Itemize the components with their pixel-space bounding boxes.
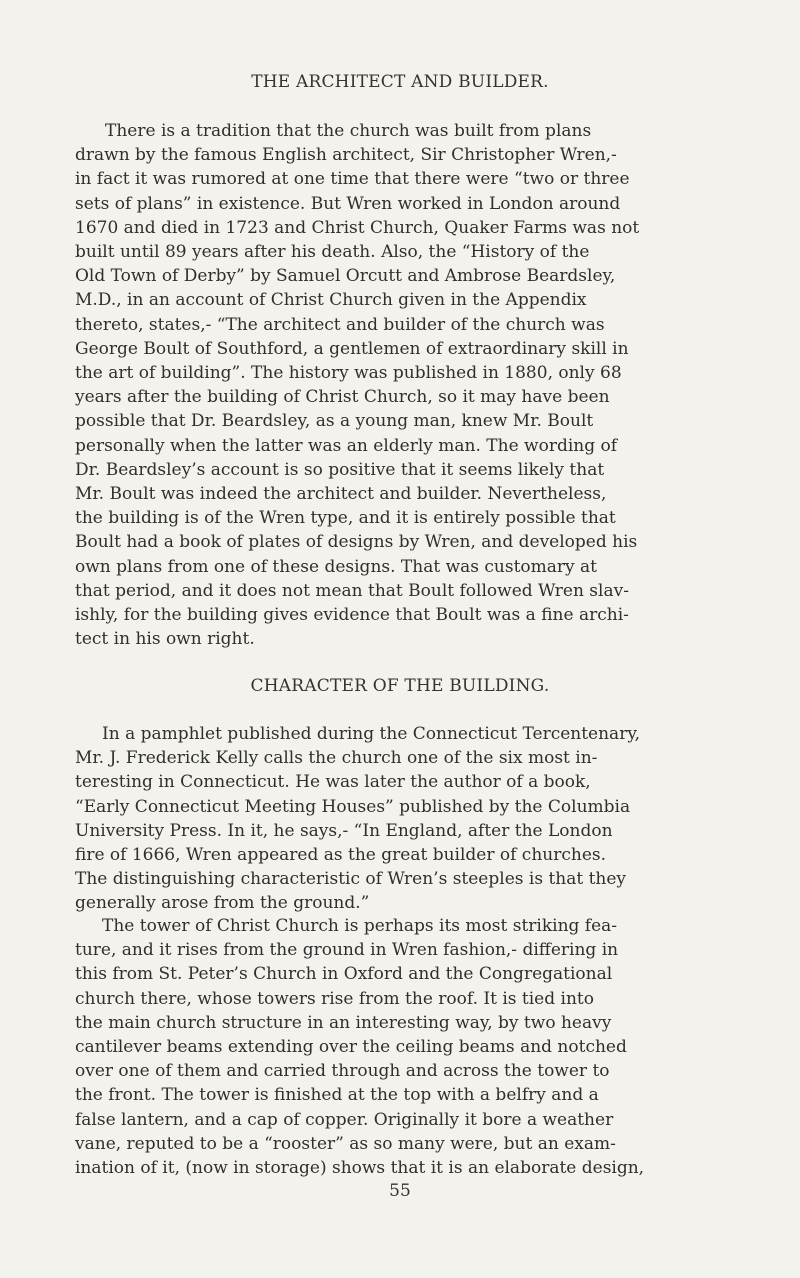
text-line: built until 89 years after his death. Also, the “History of the: [75, 242, 590, 263]
text-line: this from St. Peter’s Church in Oxford and the Congregational: [75, 964, 613, 985]
paragraph-architect-and-builder: [75, 119, 725, 651]
text-line: false lantern, and a cap of copper. Originally it bore a weather: [75, 1109, 614, 1130]
text-line: church there, whose towers rise from the roof. It is tied into: [75, 988, 594, 1009]
text-line: fire of 1666, Wren appeared as the great builder of churches.: [75, 845, 607, 866]
section-heading-character-of-the-building: CHARACTER OF THE BUILDING.: [250, 676, 550, 696]
text-line: M.D., in an account of Christ Church given in the Appendix: [75, 290, 587, 311]
text-line: George Boult of Southford, a gentlemen of extraordinary skill in: [75, 338, 629, 359]
text-line: There is a tradition that the church was built from plans: [105, 121, 592, 141]
text-line: Old Town of Derby” by Samuel Orcutt and Ambrose Beardsley,: [75, 266, 616, 287]
text-line: personally when the latter was an elderly man. The wording of: [75, 435, 618, 456]
text-line: years after the building of Christ Church, so it may have been: [75, 387, 610, 408]
text-line: drawn by the famous English architect, Sir Christopher Wren,-: [75, 145, 617, 166]
text-line: generally arose from the ground.”: [75, 893, 370, 914]
text-line: the building is of the Wren type, and it is entirely possible that: [75, 508, 616, 529]
text-line: the front. The tower is finished at the top with a belfry and a: [75, 1085, 599, 1106]
text-line: The tower of Christ Church is perhaps its most striking fea-: [102, 916, 618, 936]
text-line: over one of them and carried through and across the tower to: [75, 1061, 610, 1082]
paragraph-kelly-pamphlet: [75, 722, 725, 916]
text-line: vane, reputed to be a “rooster” as so many were, but an exam-: [75, 1133, 616, 1154]
text-line: ination of it, (now in storage) shows that it is an elaborate design,: [75, 1158, 645, 1179]
text-line: tect in his own right.: [75, 629, 255, 650]
text-line: Mr. J. Frederick Kelly calls the church one of the six most in-: [75, 748, 598, 769]
text-line: thereto, states,- “The architect and builder of the church was: [75, 314, 605, 335]
text-line: the art of building”. The history was published in 1880, only 68: [75, 363, 622, 384]
text-line: teresting in Connecticut. He was later the author of a book,: [75, 772, 591, 793]
text-line: the main church structure in an interesting way, by two heavy: [75, 1012, 612, 1033]
text-line: ishly, for the building gives evidence that Boult was a fine archi-: [75, 605, 629, 626]
text-line: in fact it was rumored at one time that there were “two or three: [75, 169, 630, 190]
text-line: University Press. In it, he says,- “In England, after the London: [75, 820, 613, 841]
section-heading-architect-and-builder: THE ARCHITECT AND BUILDER.: [251, 72, 549, 92]
text-line: In a pamphlet published during the Connecticut Tercentenary,: [102, 724, 641, 744]
text-line: “Early Connecticut Meeting Houses” published by the Columbia: [75, 796, 631, 817]
text-line: 1670 and died in 1723 and Christ Church, Quaker Farms was not: [75, 217, 640, 238]
text-line: Boult had a book of plates of designs by Wren, and developed his: [75, 532, 638, 553]
text-line: Mr. Boult was indeed the architect and builder. Nevertheless,: [75, 484, 607, 505]
text-line: The distinguishing characteristic of Wren’s steeples is that they: [75, 869, 627, 890]
text-line: cantilever beams extending over the ceiling beams and notched: [75, 1037, 627, 1058]
text-line: Dr. Beardsley’s account is so positive that it seems likely that: [75, 459, 605, 480]
text-line: that period, and it does not mean that Boult followed Wren slav-: [75, 580, 629, 601]
text-line: own plans from one of these designs. That was customary at: [75, 556, 598, 577]
page-number: 55: [389, 1181, 411, 1201]
paragraph-tower: [75, 914, 725, 1180]
text-line: ture, and it rises from the ground in Wren fashion,- differing in: [75, 940, 619, 961]
text-line: possible that Dr. Beardsley, as a young man, knew Mr. Boult: [75, 411, 594, 432]
text-line: sets of plans” in existence. But Wren worked in London around: [75, 193, 621, 214]
